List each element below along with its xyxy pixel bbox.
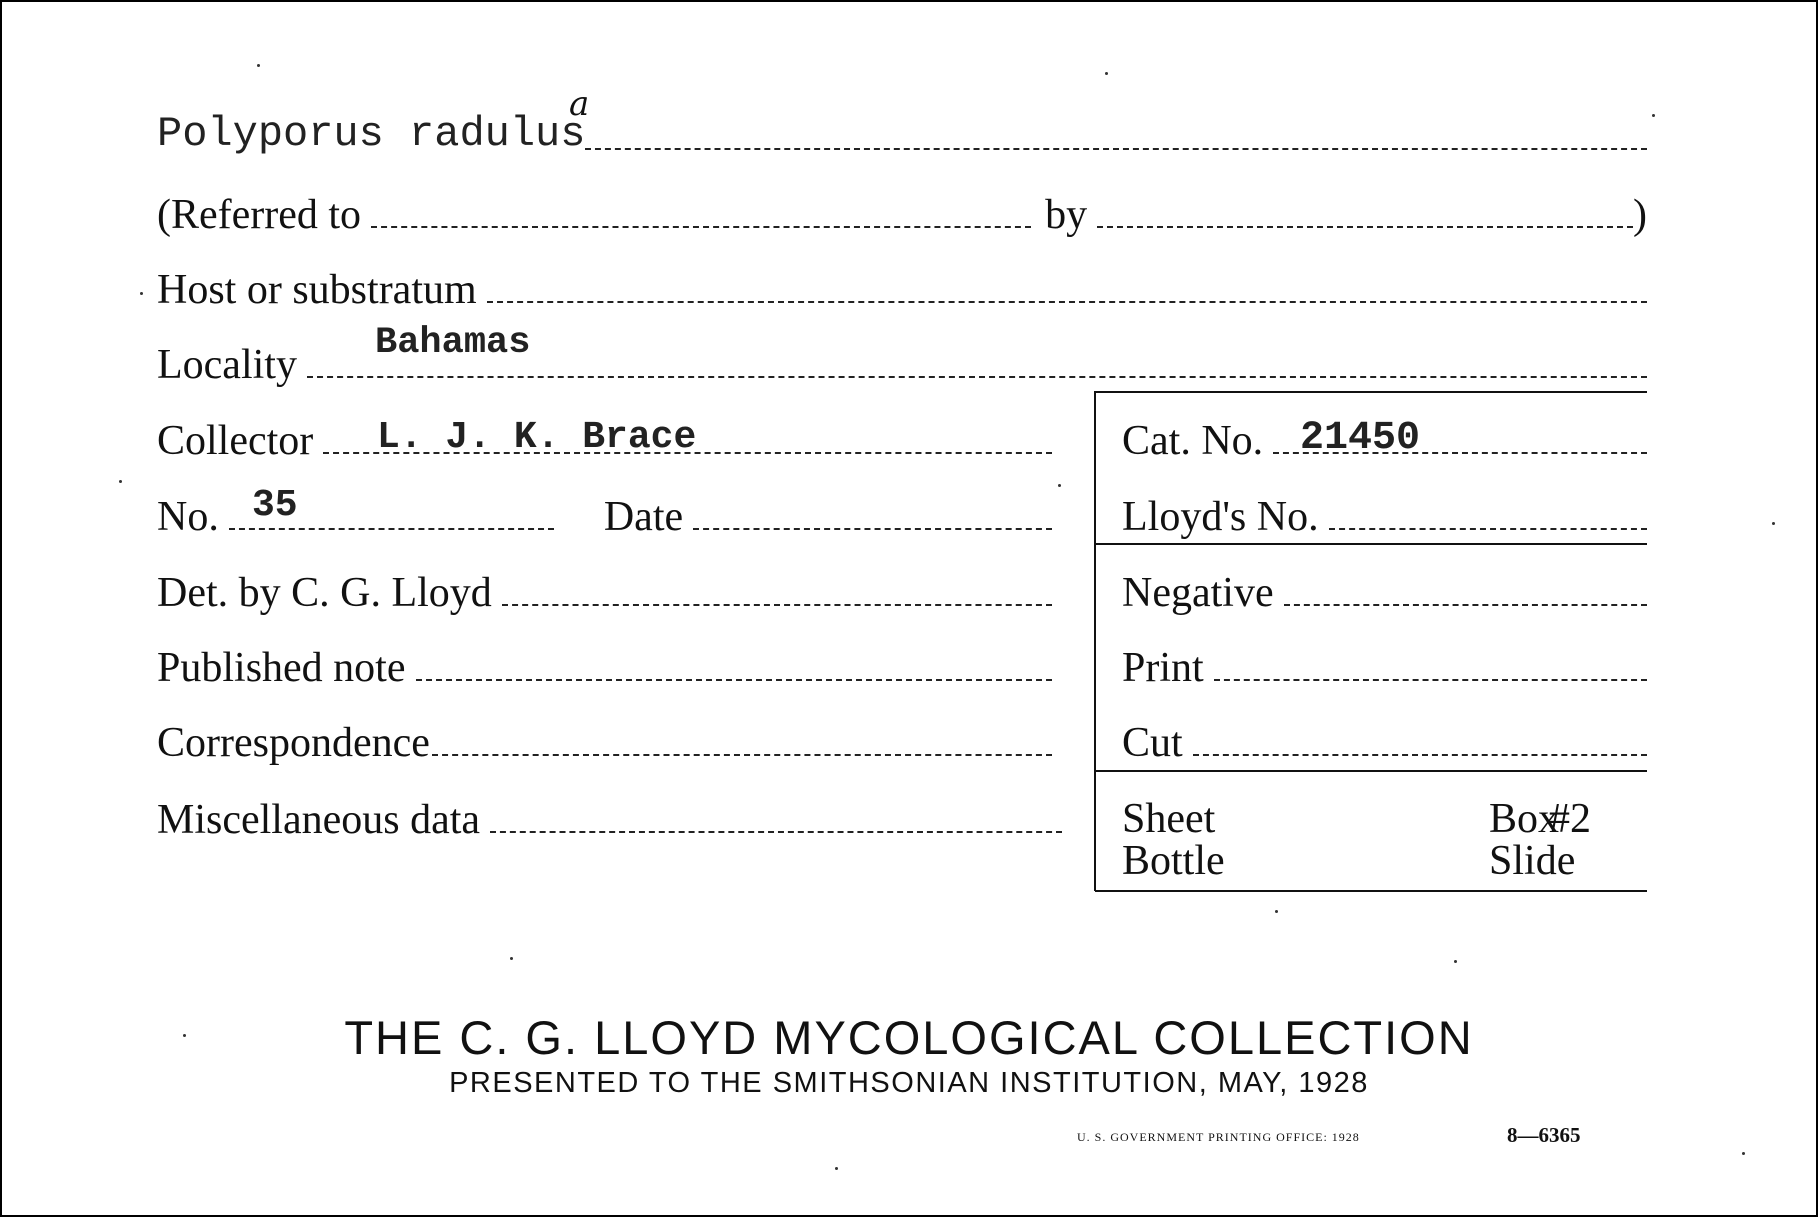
scan-speck <box>1742 1152 1745 1155</box>
no-dotted-line <box>229 528 554 530</box>
scan-speck <box>140 292 143 295</box>
right-box-line-3 <box>1095 770 1647 772</box>
cat-no-value: 21450 <box>1300 416 1421 461</box>
det-by-row <box>157 550 1052 614</box>
form-number: 8—6365 <box>1507 1123 1581 1147</box>
locality-label: Locality <box>157 342 297 388</box>
right-box-divider <box>1094 391 1096 891</box>
right-box-top-line <box>1095 391 1647 393</box>
lloyds-no-label: Lloyd's No. <box>1122 494 1319 540</box>
locality-dotted-line <box>307 376 1647 378</box>
published-note-row <box>157 625 1052 689</box>
bottle-label: Bottle <box>1122 838 1225 884</box>
slide-label: Slide <box>1489 838 1576 884</box>
date-label: Date <box>603 494 684 540</box>
scan-speck <box>119 480 122 483</box>
scan-speck <box>1275 910 1278 913</box>
species-dotted-line <box>585 148 1647 150</box>
date-dotted-line <box>693 528 1052 530</box>
print-dotted-line <box>1214 679 1647 681</box>
no-value: 35 <box>252 484 298 527</box>
printing-office-note: U. S. GOVERNMENT PRINTING OFFICE: 1928 <box>1077 1130 1360 1144</box>
species-correction: a <box>569 84 590 124</box>
box-label: Box <box>1489 796 1560 842</box>
host-row <box>157 247 1647 311</box>
print-row <box>1122 625 1647 689</box>
det-by-label: Det. by C. G. Lloyd <box>157 570 492 616</box>
referred-to-label: (Referred to <box>157 192 362 238</box>
collector-value: L. J. K. Brace <box>377 416 697 459</box>
print-label: Print <box>1122 645 1204 691</box>
referred-to-row <box>157 172 1647 236</box>
negative-row <box>1122 550 1647 614</box>
species-row <box>157 94 1647 158</box>
scan-speck <box>510 957 513 960</box>
correspondence-dotted-line <box>432 754 1052 756</box>
scan-speck <box>1105 72 1108 75</box>
close-paren: ) <box>1633 192 1647 238</box>
scan-speck <box>835 1167 838 1170</box>
lloyds-no-dotted-line <box>1329 528 1647 530</box>
by-dotted-line <box>1097 226 1633 228</box>
cat-no-label: Cat. No. <box>1122 418 1264 464</box>
scan-speck <box>1454 960 1457 963</box>
referred-to-dotted-line <box>371 226 1031 228</box>
scan-speck <box>1772 522 1775 525</box>
no-label: No. <box>157 494 219 540</box>
published-note-dotted-line <box>416 679 1053 681</box>
misc-data-dotted-line <box>490 831 1062 833</box>
scan-speck <box>1058 484 1061 487</box>
right-box-line-2 <box>1095 543 1647 545</box>
scan-speck <box>1652 114 1655 117</box>
by-label: by <box>1045 192 1088 238</box>
collector-label: Collector <box>157 418 314 464</box>
correspondence-row <box>157 700 1052 764</box>
correspondence-label: Correspondence <box>157 720 430 766</box>
lloyds-no-row <box>1122 474 1647 538</box>
negative-dotted-line <box>1284 604 1647 606</box>
published-note-label: Published note <box>157 645 406 691</box>
sheet-label: Sheet <box>1122 796 1216 842</box>
box-value: #2 <box>1549 796 1592 842</box>
box-field <box>1489 798 1591 840</box>
cut-row <box>1122 700 1647 764</box>
locality-value: Bahamas <box>375 322 531 364</box>
collection-subtitle: PRESENTED TO THE SMITHSONIAN INSTITUTION, MAY, 1928 <box>449 1067 1369 1099</box>
scan-speck <box>183 1034 186 1037</box>
negative-label: Negative <box>1122 570 1274 616</box>
collection-title: THE C. G. LLOYD MYCOLOGICAL COLLECTION <box>344 1011 1474 1064</box>
host-label: Host or substratum <box>157 267 477 313</box>
species-name: Polyporus radulus <box>157 110 586 158</box>
det-by-dotted-line <box>502 604 1052 606</box>
cut-label: Cut <box>1122 720 1183 766</box>
misc-data-label: Miscellaneous data <box>157 797 481 843</box>
right-box-bottom-line <box>1095 890 1647 892</box>
misc-data-row <box>157 777 1062 841</box>
cut-dotted-line <box>1193 754 1647 756</box>
scan-speck <box>257 64 260 67</box>
host-dotted-line <box>487 301 1647 303</box>
